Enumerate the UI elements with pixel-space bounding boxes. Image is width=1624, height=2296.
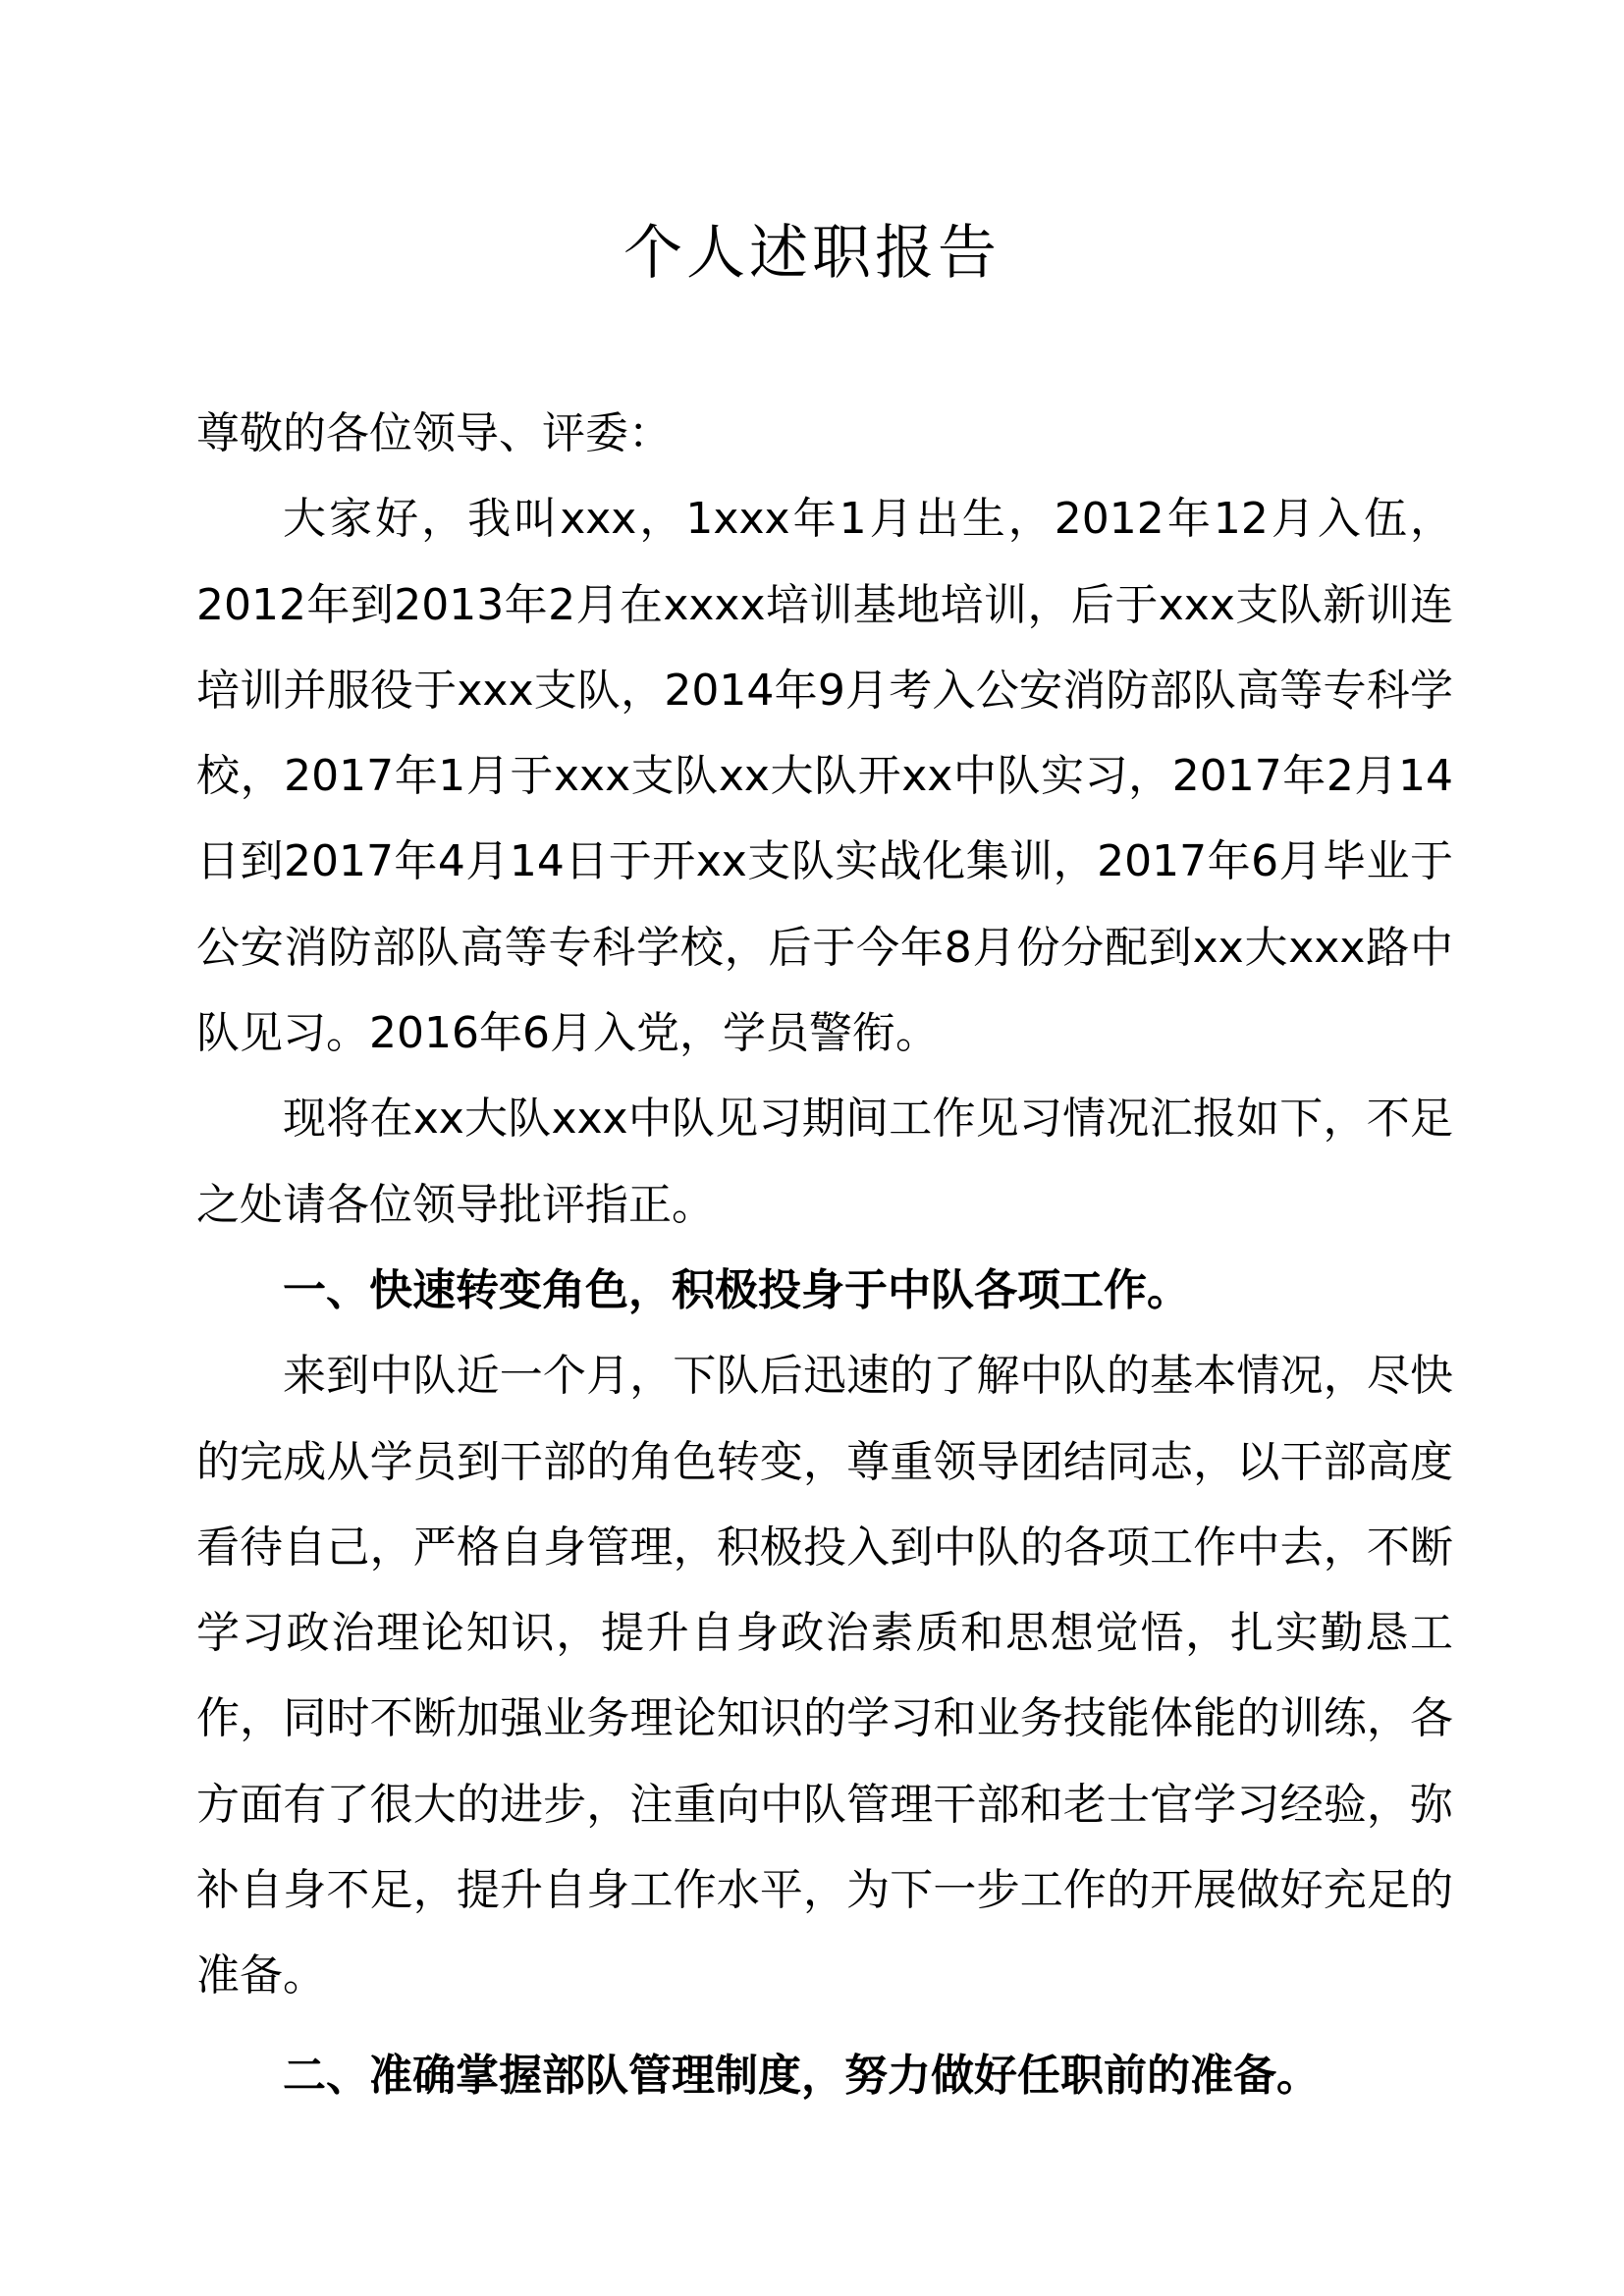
section-2-heading: 二、准确掌握部队管理制度，努力做好任职前的准备。	[283, 2050, 1320, 2101]
document-body	[196, 391, 1453, 2118]
document-title: 个人述职报告	[623, 219, 1001, 288]
section-1-paragraph: 来到中队近一个月，下队后迅速的了解中队的基本情况，尽快的完成从学员到干部的角色转变，尊重领导团结同志，以干部高度看待自己，严格自身管理，积极投入到中队的各项工作中去，不断学习政治理论知识，提升自身政治素质和思想觉悟，扎实勤恳工作，同时不断加强业务理论知识的学习和业务技能体能的训练，各方面有了很大的进步，注重向中队管理干部和老士官学习经验，弥补自身不足，提升自身工作水平，为下一步工作的开展做好充足的准备。	[196, 1351, 1453, 2002]
greeting-line: 尊敬的各位领导、评委：	[196, 408, 672, 458]
report-intro-paragraph: 现将在xx大队xxx中队见习期间工作见习情况汇报如下，不足之处请各位领导批评指正。	[196, 1094, 1453, 1230]
intro-paragraph: 大家好，我叫xxx，1xxx年1月出生，2012年12月入伍，2012年到2013年2月在xxxx培训基地培训，后于xxx支队新训连培训并服役于xxx支队，2014年9月考入公安消防部队高等专科学校，2017年1月于xxx支队xx大队开xx中队实习，2017年2月14日到2017年4月14日于开xx支队实战化集训，2017年6月毕业于公安消防部队高等专科学校，后于今年8月份分配到xx大xxx路中队见习。2016年6月入党，学员警衔。	[196, 494, 1453, 1059]
section-1-heading: 一、快速转变角色，积极投身于中队各项工作。	[283, 1264, 1190, 1315]
